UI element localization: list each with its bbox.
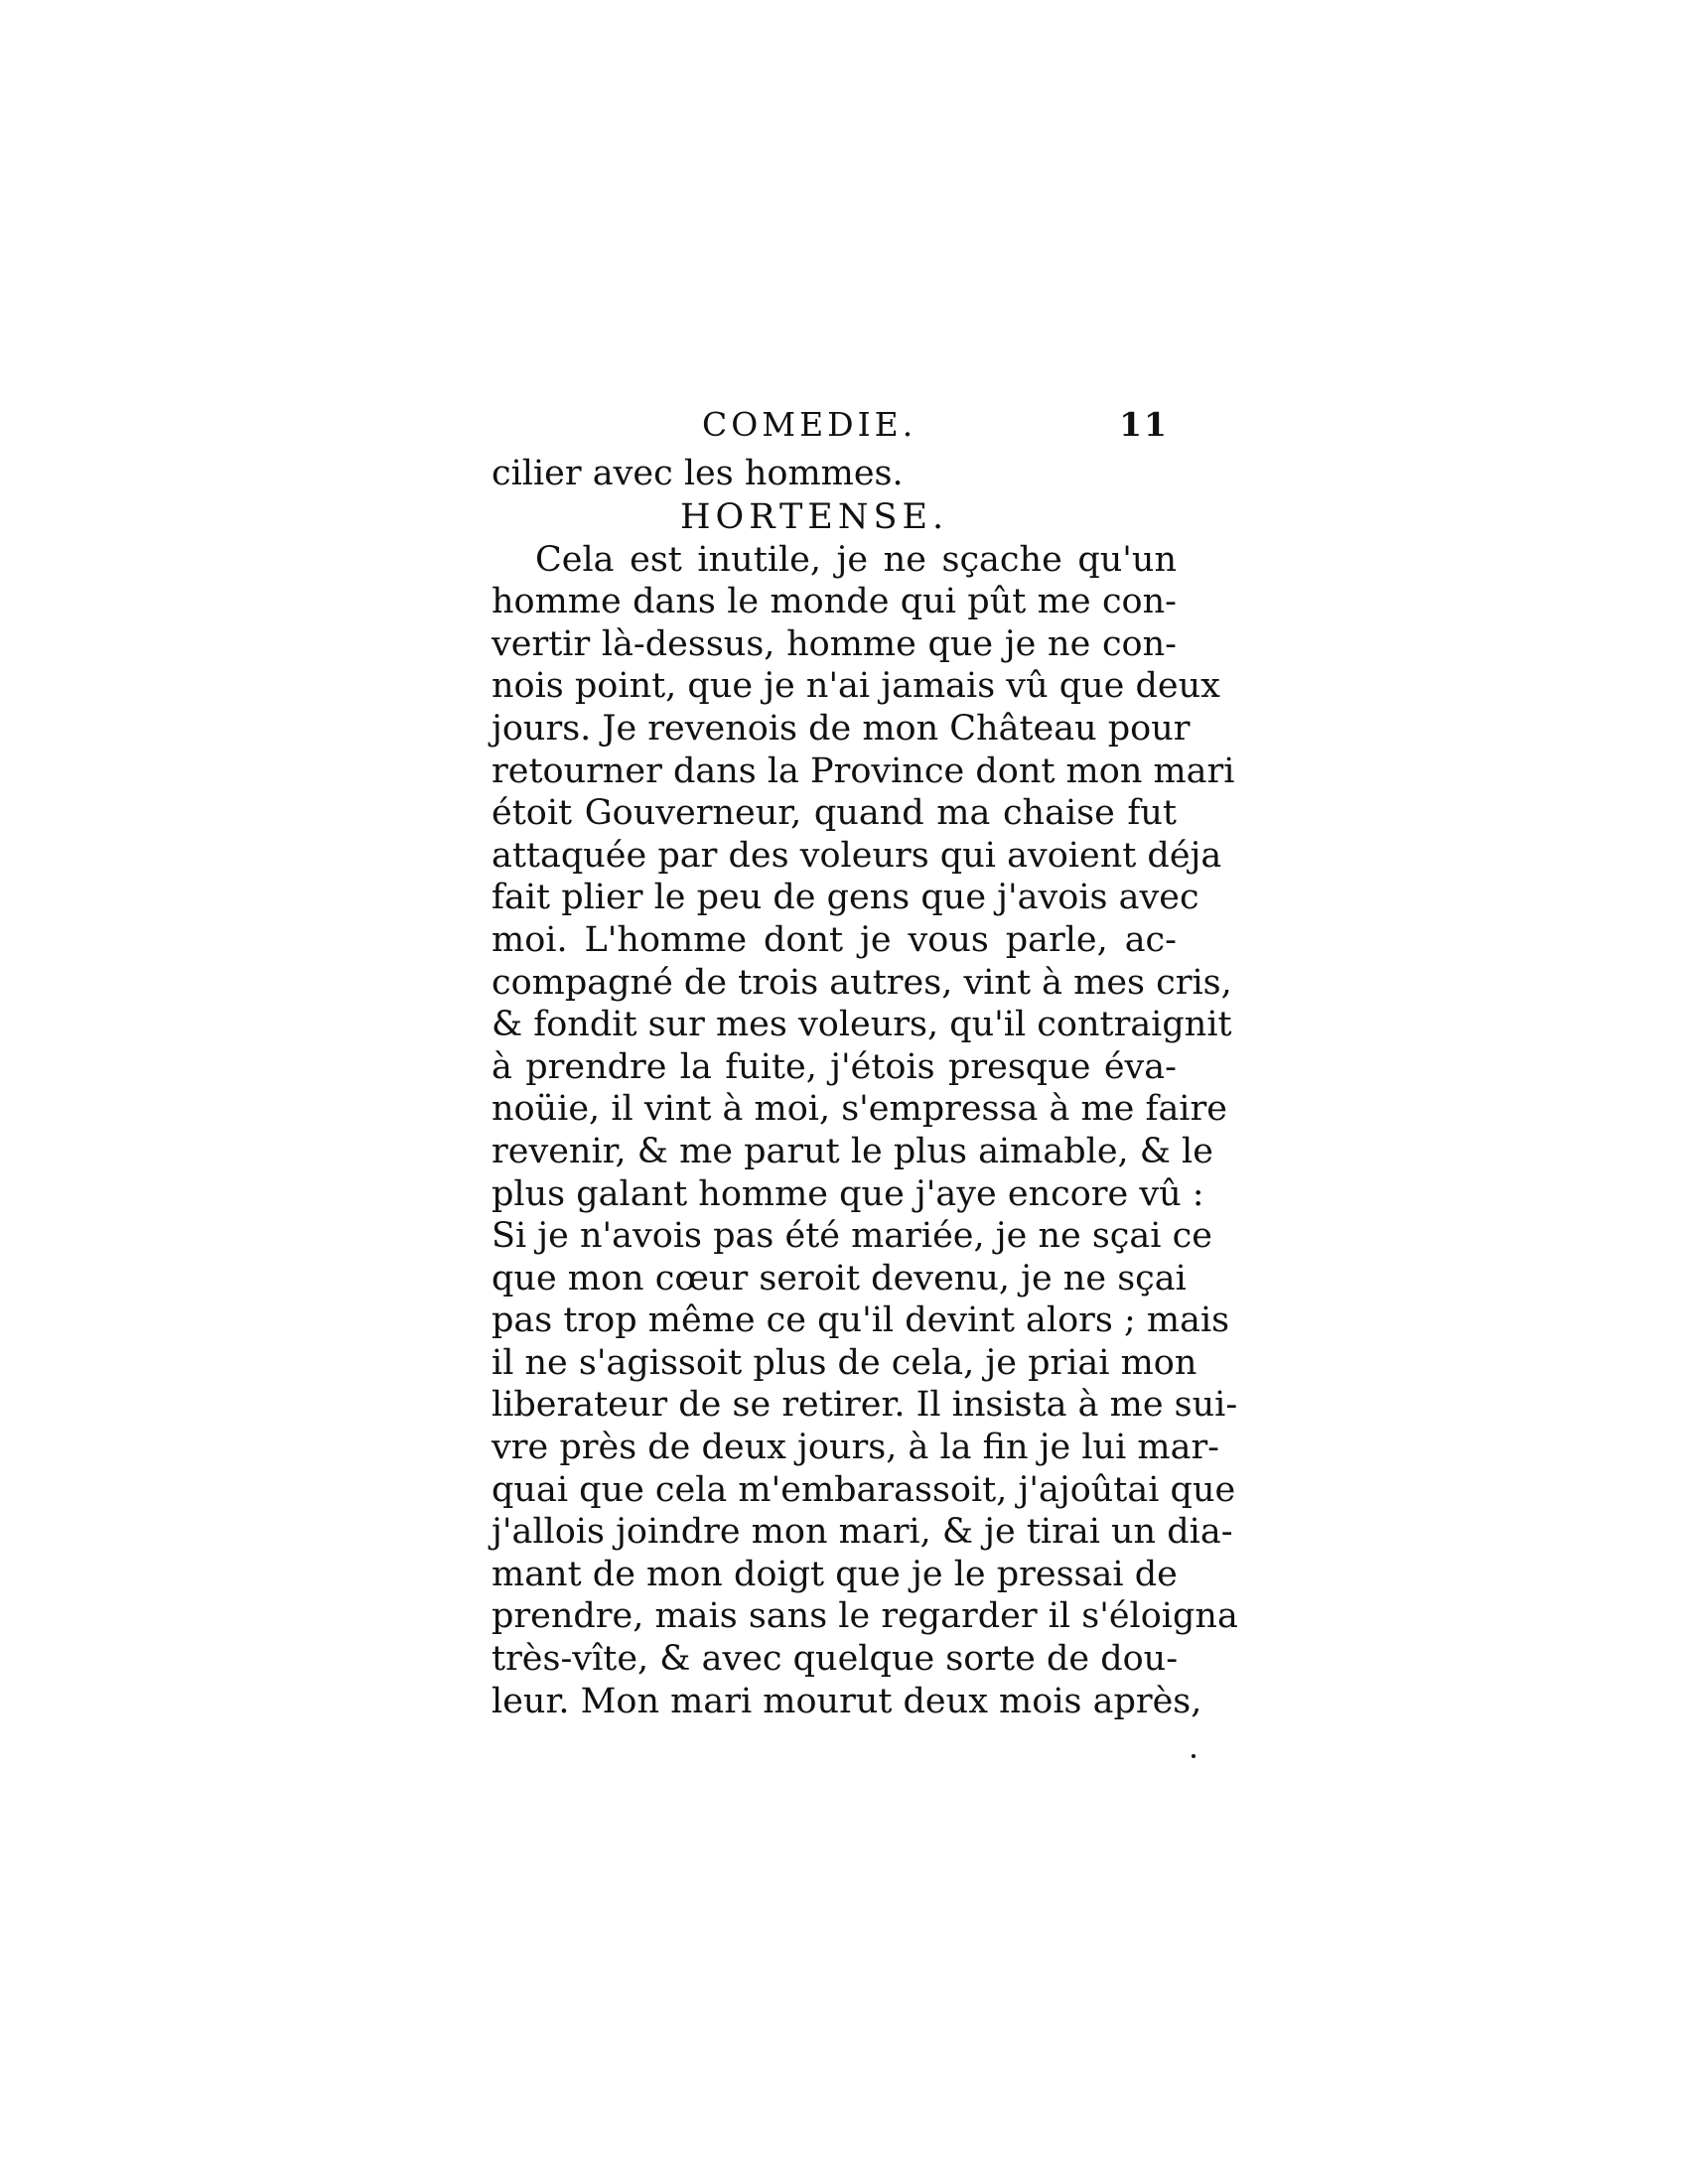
text-line: Si je n'avois pas été mariée, je ne sçai ce — [492, 1216, 1212, 1257]
text-line: liberateur de se retirer. Il insista à me sui- — [492, 1385, 1238, 1426]
text-line: quai que cela m'embarassoit, j'ajoûtai que — [492, 1469, 1236, 1510]
text-line: leur. Mon mari mourut deux mois après, — [492, 1681, 1202, 1721]
text-line: vertir là-dessus, homme que je ne con- — [492, 623, 1177, 664]
text-line: que mon cœur seroit devenu, je ne sçai — [492, 1258, 1187, 1298]
text-line: à prendre la fuite, j'étois presque éva- — [492, 1046, 1177, 1087]
text-line: Cela est inutile, je ne sçache qu'un — [535, 539, 1177, 580]
text-line: compagné de trois autres, vint à mes cris, — [492, 962, 1232, 1003]
text-line: noüie, il vint à moi, s'empressa à me faire — [492, 1089, 1227, 1130]
text-line: plus galant homme que j'aye encore vû : — [492, 1173, 1204, 1214]
text-line: revenir, & me parut le plus aimable, & le — [492, 1131, 1213, 1171]
running-head — [492, 405, 1177, 453]
speaker-name: HORTENSE. — [680, 496, 949, 537]
text-line: moi. L'homme dont je vous parle, ac- — [492, 919, 1177, 960]
text-line: il ne s'agissoit plus de cela, je priai mon — [492, 1342, 1197, 1383]
running-title: COMEDIE. — [702, 405, 917, 444]
text-line: j'allois joindre mon mari, & je tirai un dia- — [492, 1512, 1233, 1553]
text-block — [492, 405, 1238, 1722]
ink-speck — [1192, 1754, 1196, 1758]
speech-paragraph — [492, 539, 1238, 1723]
text-line: pas trop même ce qu'il devint alors ; mais — [492, 1300, 1230, 1341]
text-line: attaquée par des voleurs qui avoient déja — [492, 835, 1222, 876]
text-line: jours. Je revenois de mon Château pour — [492, 708, 1191, 749]
text-line: homme dans le monde qui pût me con- — [492, 582, 1177, 622]
text-line: très-vîte, & avec quelque sorte de dou- — [492, 1639, 1179, 1680]
text-line: étoit Gouverneur, quand ma chaise fut — [492, 793, 1177, 834]
text-line: & fondit sur mes voleurs, qu'il contraignit — [492, 1005, 1232, 1045]
text-line: mant de mon doigt que je le pressai de — [492, 1554, 1178, 1594]
page-number: 11 — [1119, 405, 1169, 444]
text-line: retourner dans la Province dont mon mari — [492, 751, 1235, 791]
opening-line: cilier avec les hommes. — [492, 454, 904, 493]
text-line: prendre, mais sans le regarder il s'éloigna — [492, 1596, 1238, 1637]
text-line: nois point, que je n'ai jamais vû que deux — [492, 666, 1220, 707]
text-line: vre près de deux jours, à la fin je lui mar- — [492, 1428, 1220, 1468]
text-line: fait plier le peu de gens que j'avois avec — [492, 878, 1199, 918]
